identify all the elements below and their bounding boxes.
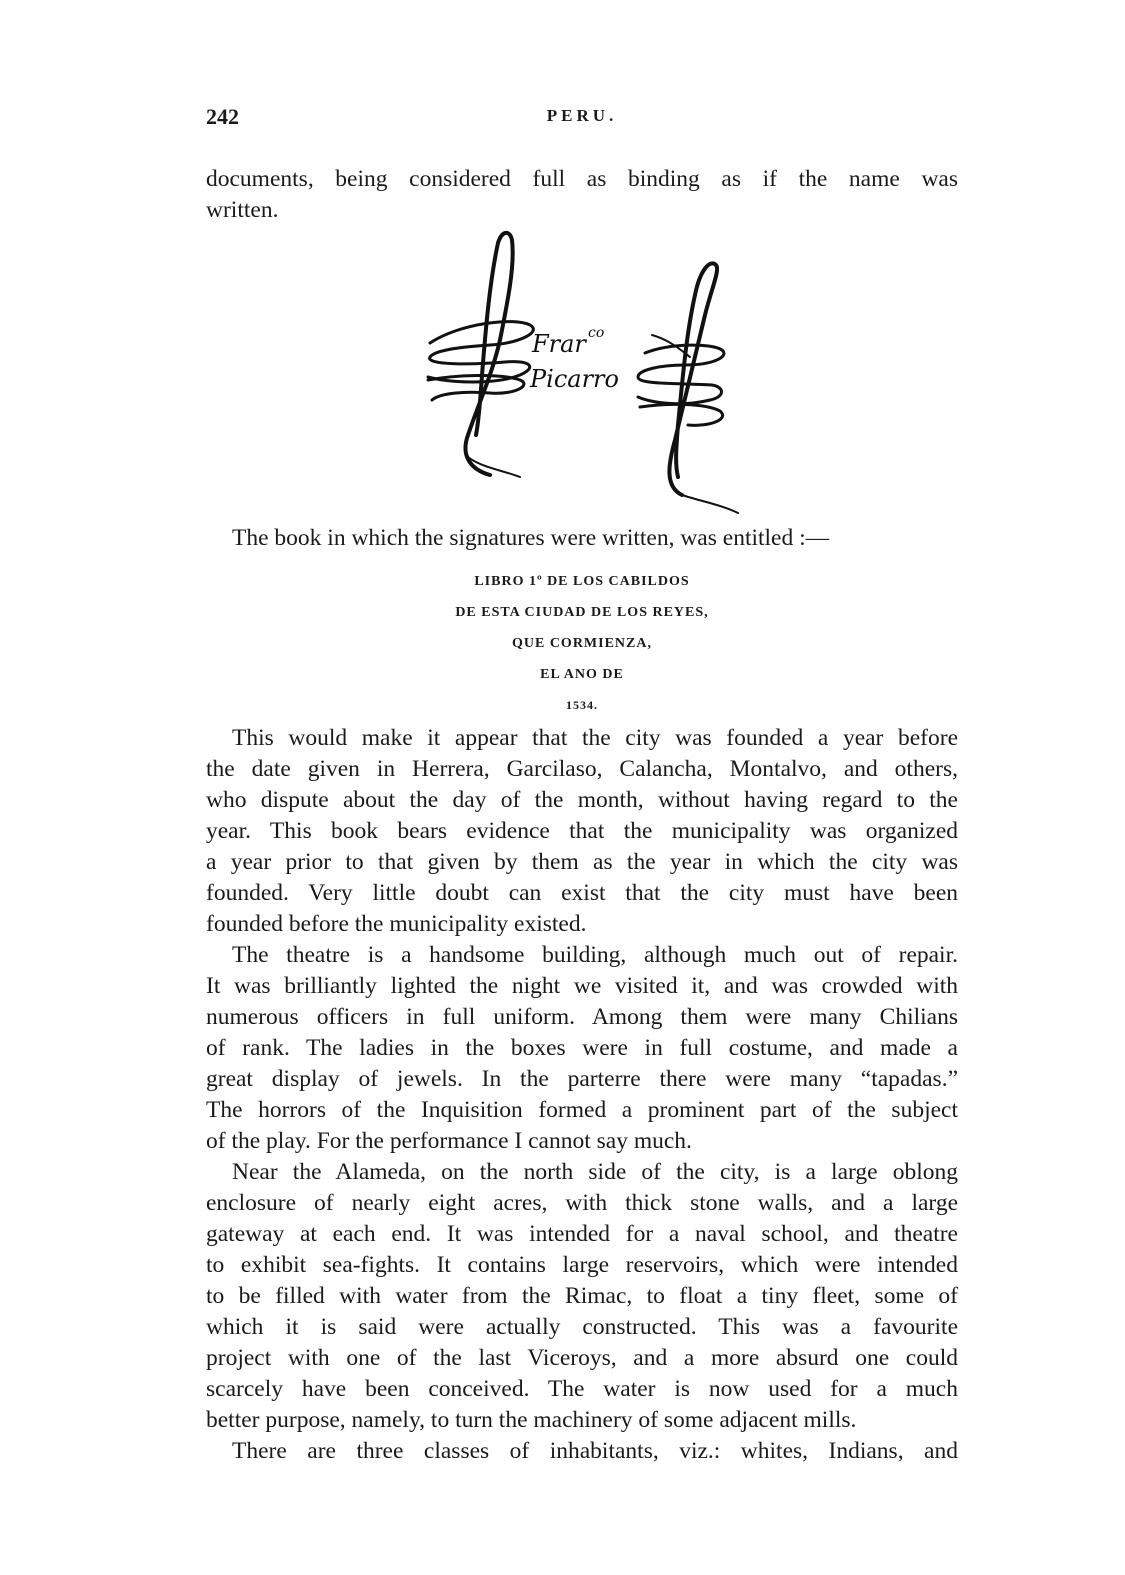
text-line: It was brilliantly lighted the night we visited it, and was crowded with [206,973,958,999]
page-header [206,104,958,138]
paragraph-1 [206,723,958,940]
text-line: documents, being considered full as binding as if the name was [206,166,958,192]
running-title: PERU. [546,106,618,125]
caption [206,523,958,554]
text-line: a year prior to that given by them as the year in which the city was [206,849,958,875]
text-line: founded before the municipality existed. [206,911,587,937]
book-title-line: LIBRO 1º DE LOS CABILDOS [474,574,690,589]
text-line: to exhibit sea-fights. It contains large reservoirs, which were intended [206,1252,958,1278]
text-line: This would make it appear that the city was founded a year before [232,725,958,751]
text-line: better purpose, namely, to turn the machinery of some adjacent mills. [206,1407,857,1433]
text-line: Near the Alameda, on the north side of the city, is a large oblong [232,1159,958,1185]
intro-text [206,164,958,226]
text-line: enclosure of nearly eight acres, with thick stone walls, and a large [206,1190,958,1216]
page-number: 242 [206,104,239,129]
text-line: which it is said were actually constructed. This was a favourite [206,1314,958,1340]
svg-text:Picarro: Picarro [530,365,619,393]
text-line: of the play. For the performance I cannot say much. [206,1128,692,1154]
paragraph-4 [206,1436,958,1467]
svg-text:Frar: Frar [532,330,586,358]
text-line: of rank. The ladies in the boxes were in full costume, and made a [206,1035,958,1061]
text-line: founded. Very little doubt can exist that the city must have been [206,880,958,906]
signature-rubric-image [420,225,750,515]
text-line: written. [206,197,279,223]
book-title-line: DE ESTA CIUDAD DE LOS REYES, [455,605,709,620]
paragraph-2 [206,940,958,1157]
caption-line: The book in which the signatures were written, was entitled :— [232,525,830,551]
text-line: gateway at each end. It was intended for a naval school, and theatre [206,1221,958,1247]
text-line: the date given in Herrera, Garcilaso, Calancha, Montalvo, and others, [206,756,958,782]
svg-text:co: co [588,325,605,341]
text-line: There are three classes of inhabitants, viz.: whites, Indians, and [232,1438,958,1464]
book-title-line: QUE CORMIENZA, [511,636,652,651]
text-line: project with one of the last Viceroys, and a more absurd one could [206,1345,958,1371]
text-line: numerous officers in full uniform. Among them were many Chilians [206,1004,958,1030]
text-line: great display of jewels. In the parterre there were many “tapadas.” [206,1066,958,1092]
text-line: who dispute about the day of the month, without having regard to the [206,787,958,813]
book-title-line: 1534. [566,698,598,712]
text-line: to be filled with water from the Rimac, to float a tiny fleet, some of [206,1283,958,1309]
text-line: The horrors of the Inquisition formed a prominent part of the subject [206,1097,958,1123]
book-title-line: EL ANO DE [540,667,624,682]
text-line: The theatre is a handsome building, although much out of repair. [232,942,958,968]
text-line: scarcely have been conceived. The water is now used for a much [206,1376,958,1402]
book-title [206,566,958,721]
paragraph-3 [206,1157,958,1436]
text-line: year. This book bears evidence that the municipality was organized [206,818,958,844]
